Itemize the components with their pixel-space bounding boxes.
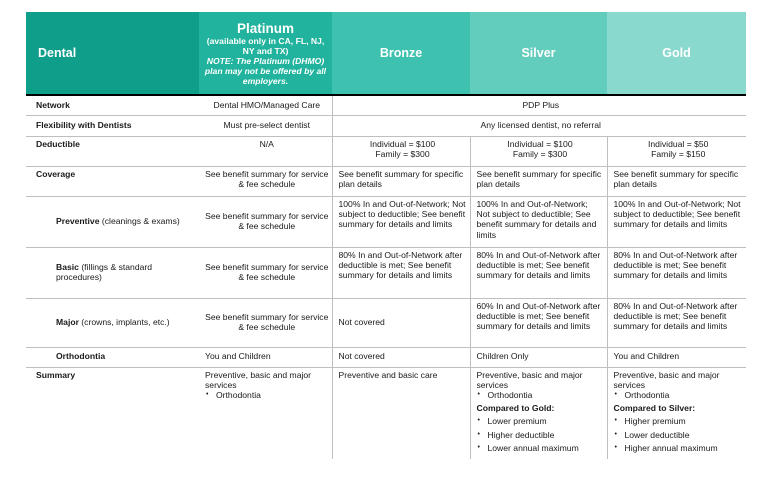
major-platinum: See benefit summary for service & fee schedule (199, 298, 332, 347)
label-basic (26, 247, 199, 298)
list-item: • Lower premium (477, 416, 604, 426)
label-network: Network (26, 95, 199, 115)
flexibility-platinum: Must pre-select dentist (199, 115, 332, 136)
basic-platinum: See benefit summary for service & fee schedule (199, 247, 332, 298)
header-bronze: Bronze (332, 12, 470, 95)
label-preventive-name: Preventive (56, 215, 100, 226)
preventive-platinum: See benefit summary for service & fee schedule (199, 196, 332, 247)
silver-compare-list (477, 416, 604, 453)
platinum-title: Platinum (236, 20, 294, 36)
row-flexibility (26, 115, 746, 136)
summary-silver-text: Preventive, basic and major services (476, 369, 583, 390)
list-item: • Orthodontia (205, 390, 329, 400)
preventive-bronze: 100% In and Out-of-Network; Not subject to deductible; See benefit summary for details and limits (332, 196, 470, 247)
label-deductible: Deductible (26, 136, 199, 166)
platinum-availability: (available only in CA, FL, NJ, NY and TX) (206, 35, 325, 56)
gold-compare-list (614, 416, 744, 453)
label-basic-detail: (fillings & standard procedures) (56, 261, 153, 282)
orthodontia-platinum: You and Children (199, 347, 332, 367)
coverage-platinum: See benefit summary for service & fee schedule (199, 166, 332, 196)
summary-gold (607, 367, 746, 459)
deductible-silver-family: Family = $300 (512, 148, 568, 159)
network-platinum: Dental HMO/Managed Care (199, 95, 332, 115)
row-preventive (26, 196, 746, 247)
preventive-gold: 100% In and Out-of-Network; Not subject to deductible; See benefit summary for details and limits (607, 196, 746, 247)
summary-platinum (199, 367, 332, 459)
deductible-gold (607, 136, 746, 166)
dental-plan-comparison (26, 12, 746, 459)
deductible-bronze-family: Family = $300 (375, 148, 430, 159)
deductible-silver (470, 136, 607, 166)
label-orthodontia: Orthodontia (26, 347, 199, 367)
label-coverage: Coverage (26, 166, 199, 196)
summary-gold-text: Preventive, basic and major services (613, 369, 720, 390)
flexibility-others: Any licensed dentist, no referral (332, 115, 746, 136)
header-gold: Gold (607, 12, 746, 95)
deductible-gold-individual: Individual = $50 (648, 138, 709, 149)
label-major-detail: (crowns, implants, etc.) (78, 316, 170, 327)
summary-silver (470, 367, 607, 459)
list-item: • Lower deductible (614, 430, 744, 440)
network-others: PDP Plus (332, 95, 746, 115)
coverage-bronze: See benefit summary for specific plan details (332, 166, 470, 196)
header-silver: Silver (470, 12, 607, 95)
coverage-silver: See benefit summary for specific plan details (470, 166, 607, 196)
header-platinum (199, 12, 332, 95)
label-summary: Summary (36, 369, 76, 380)
row-deductible (26, 136, 746, 166)
basic-bronze: 80% In and Out-of-Network after deductible is met; See benefit summary for details and limits (332, 247, 470, 298)
summary-silver-list (477, 390, 604, 400)
silver-compare-heading: Compared to Gold: (476, 402, 555, 413)
list-item: • Orthodontia (477, 390, 604, 400)
coverage-gold: See benefit summary for specific plan details (607, 166, 746, 196)
gold-compare-heading: Compared to Silver: (613, 402, 696, 413)
header-row (26, 12, 746, 95)
basic-silver: 80% In and Out-of-Network after deductible is met; See benefit summary for details and limits (470, 247, 607, 298)
orthodontia-bronze: Not covered (332, 347, 470, 367)
deductible-silver-individual: Individual = $100 (507, 138, 573, 149)
summary-bronze (332, 367, 470, 459)
row-coverage (26, 166, 746, 196)
deductible-bronze (332, 136, 470, 166)
label-preventive (26, 196, 199, 247)
summary-platinum-list (205, 390, 329, 400)
summary-gold-list (614, 390, 744, 400)
row-orthodontia (26, 347, 746, 367)
dental-comparison-table (26, 12, 746, 459)
summary-platinum-text: Preventive, basic and major services (205, 369, 312, 390)
major-silver: 60% In and Out-of-Network after deductible is met; See benefit summary for details and limits (470, 298, 607, 347)
deductible-platinum: N/A (199, 136, 332, 166)
deductible-bronze-individual: Individual = $100 (369, 138, 436, 149)
major-bronze: Not covered (332, 298, 470, 347)
platinum-note: NOTE: The Platinum (DHMO) plan may not be offered by all employers. (204, 55, 327, 86)
list-item: • Higher deductible (477, 430, 604, 440)
list-item: • Orthodontia (614, 390, 744, 400)
summary-bronze-text: Preventive and basic care (338, 369, 438, 380)
label-major-name: Major (56, 316, 79, 327)
label-major (26, 298, 199, 347)
list-item: • Lower annual maximum (477, 443, 604, 453)
row-basic (26, 247, 746, 298)
row-summary (26, 367, 746, 459)
basic-gold: 80% In and Out-of-Network after deductible is met; See benefit summary for details and limits (607, 247, 746, 298)
orthodontia-gold: You and Children (607, 347, 746, 367)
label-basic-name: Basic (56, 261, 79, 272)
label-preventive-detail: (cleanings & exams) (99, 215, 180, 226)
orthodontia-silver: Children Only (470, 347, 607, 367)
label-flexibility: Flexibility with Dentists (26, 115, 199, 136)
list-item: • Higher annual maximum (614, 443, 744, 453)
deductible-gold-family: Family = $150 (651, 148, 706, 159)
row-major (26, 298, 746, 347)
row-network (26, 95, 746, 115)
major-gold: 80% In and Out-of-Network after deductible is met; See benefit summary for details and limits (607, 298, 746, 347)
list-item: • Higher premium (614, 416, 744, 426)
preventive-silver: 100% In and Out-of-Network; Not subject to deductible; See benefit summary for details and limits (470, 196, 607, 247)
header-dental: Dental (26, 12, 199, 95)
